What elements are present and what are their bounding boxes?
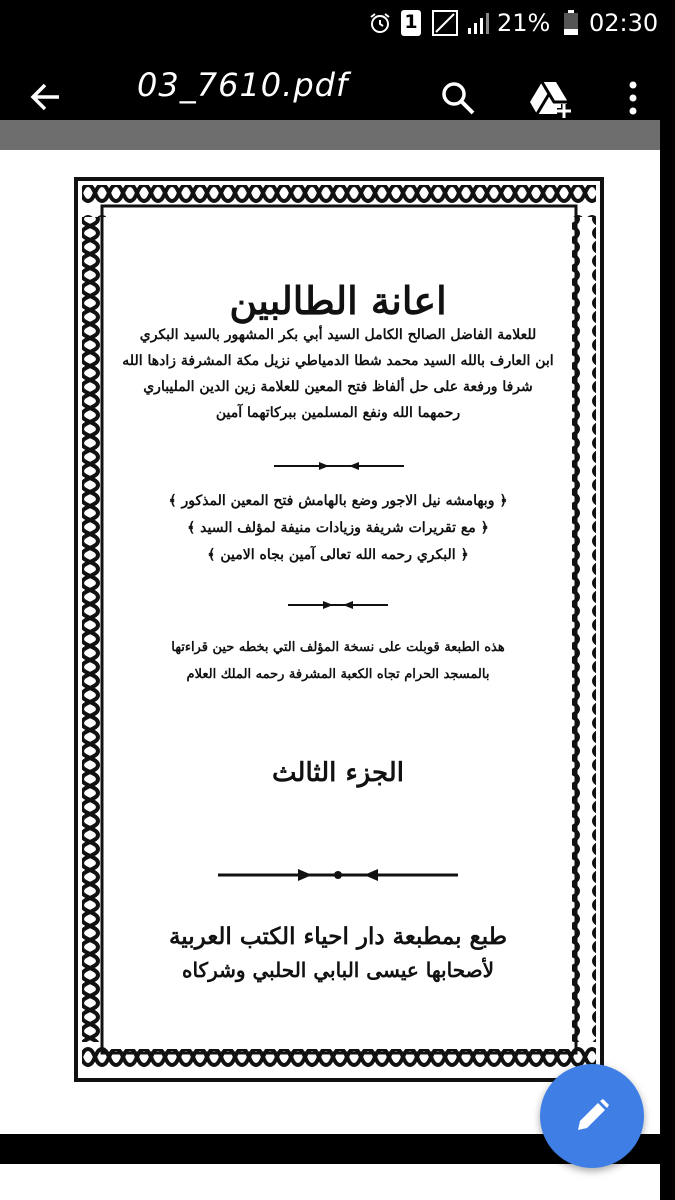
status-bar (0, 0, 675, 46)
app-toolbar (0, 46, 675, 120)
author-line: شرفا ورفعة على حل ألفاظ فتح المعين للعلامة زين الدين المليباري (143, 379, 533, 395)
margin-note-line: ﴿ مع تقريرات شريفة وزيادات منيفة لمؤلف السيد ﴾ (187, 520, 489, 536)
publisher-line: لأصحابها عيسى البابي الحلبي وشركاه (181, 958, 495, 982)
volume-label: الجزء الثالث (272, 758, 404, 788)
author-line: رحمهما الله ونفع المسلمين ببركاتهما آمين (215, 405, 461, 421)
divider-ornament (218, 868, 458, 882)
sim-slot-label: 1 (404, 11, 418, 33)
battery-percent: 21% (497, 9, 551, 37)
publisher-line: طبع بمطبعة دار احياء الكتب العربية (168, 923, 508, 950)
scroll-edge (660, 120, 675, 1200)
pdf-page[interactable] (0, 150, 660, 1134)
margin-note-line: ﴿ وبهامشه نيل الاجور وضع بالهامش فتح المعين المذكور ﴾ (168, 493, 508, 509)
book-title: اعانة الطالبين (229, 278, 447, 323)
document-title: 03_7610.pdf (137, 66, 349, 104)
page-gutter (0, 120, 660, 150)
divider-ornament (288, 599, 388, 611)
margin-note-line: ﴿ البكري رحمه الله تعالى آمين بجاه الامين ﴾ (207, 547, 469, 563)
edition-note-line: هذه الطبعة قوبلت على نسخة المؤلف التي بخطه حين قراءتها (171, 640, 505, 655)
edition-note-line: بالمسجد الحرام تجاه الكعبة المشرفة رحمه الملك العلام (186, 667, 490, 682)
sim-icon (401, 10, 421, 36)
author-line: ابن العارف بالله السيد محمد شطا الدمياطي نزيل مكة المشرفة زادها الله (122, 353, 554, 369)
alarm-icon (368, 11, 392, 35)
author-line: للعلامة الفاضل الصالح الكامل السيد أبي بكر المشهور بالسيد البكري (139, 327, 537, 343)
title-page-content (104, 210, 572, 1050)
clock: 02:30 (589, 9, 659, 37)
search-icon[interactable] (440, 80, 476, 116)
no-signal-icon (432, 10, 458, 36)
next-pdf-page[interactable] (0, 1164, 660, 1200)
divider-ornament (274, 460, 404, 472)
edit-fab-button[interactable] (540, 1064, 644, 1168)
back-arrow-icon[interactable] (28, 80, 62, 114)
drive-add-icon[interactable] (528, 80, 574, 120)
signal-icon (466, 10, 492, 36)
more-vert-icon[interactable] (626, 80, 640, 116)
edit-pencil-icon (574, 1098, 610, 1134)
battery-icon (563, 10, 579, 36)
